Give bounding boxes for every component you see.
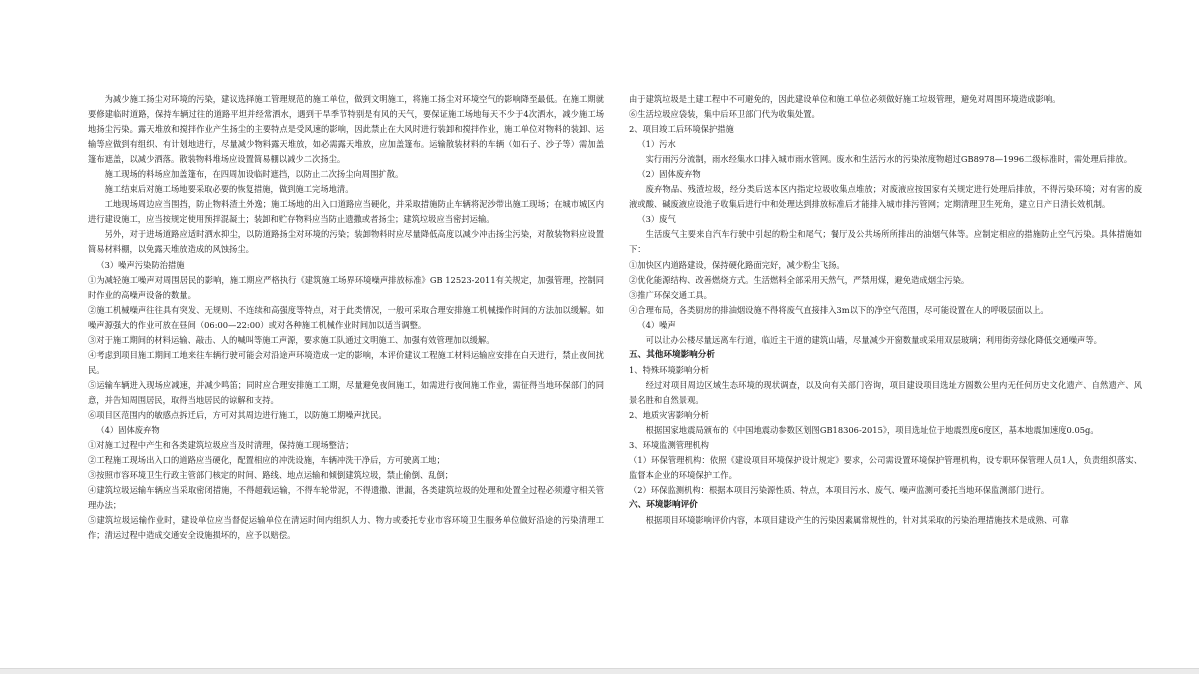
- right-text-column: [629, 92, 1142, 528]
- paragraph: 生活废气主要来自汽车行驶中引起的粉尘和尾气；餐厅及公共场所所排出的油烟气体等。应制定相应的措施防止空气污染。具体措施如下：: [629, 229, 1142, 255]
- paragraph: ②优化能源结构、改善燃烧方式。生活燃料全部采用天然气，严禁用煤，避免造成烟尘污染。: [629, 274, 970, 285]
- section-heading: 六、环境影响评价: [629, 500, 698, 511]
- paragraph: 施工结束后对施工场地要采取必要的恢复措施，做到施工完场地清。: [104, 184, 354, 195]
- paragraph: 3、环境监测管理机构: [629, 440, 709, 451]
- paragraph: （4）噪声: [637, 319, 676, 330]
- paragraph: 2、项目竣工后环境保护措施: [629, 124, 734, 135]
- paragraph: ①加快区内道路建设，保持硬化路面完好，减少粉尘飞扬。: [629, 259, 845, 270]
- paragraph: 为减少施工扬尘对环境的污染，建议选择施工管理规范的施工单位，做到文明施工，将施工扬尘对环境空气的影响降至最低。在施工期就要修建临时道路，保持车辆过往的道路平坦并经常洒水，遇到干旱季节特别是有风的天气，要保证施工场地每天不少于4次洒水，减少施工场地扬尘污染。露天堆放和搅拌作业产生扬尘的主要特点是受风速的影响，因此禁止在大风时进行装卸和搅拌作业，施工单位对物料的装卸、运输等应做到有组织、有计划地进行，尽量减少物料露天堆放，如必需露天堆放，应加盖篷布。运输散装材料的车辆（如石子、沙子等）需加盖篷布遮盖，以减少洒落。散装物料堆场应设置简易棚以减少二次扬尘。: [88, 94, 604, 165]
- paragraph: 施工现场的料场应加盖篷布，在四周加设临时遮挡，以防止二次扬尘向周围扩散。: [104, 169, 404, 180]
- paragraph: （1）污水: [637, 139, 676, 150]
- paragraph: ②工程施工现场出入口的道路应当硬化，配置相应的冲洗设施，车辆冲洗干净后，方可驶离工地；: [88, 455, 445, 466]
- paragraph: ⑤运输车辆进入现场应减速，并减少鸣笛；同时应合理安排施工工期，尽量避免夜间施工，如需进行夜间施工作业，需征得当地环保部门的同意，并告知周围居民，取得当地居民的谅解和支持。: [88, 379, 604, 405]
- paragraph: ③推广环保交通工具。: [629, 289, 712, 300]
- paragraph: （1）环保管理机构：依照《建设项目环境保护设计规定》要求，公司需设置环境保护管理机构，设专职环保管理人员1人，负责组织落实、监督本企业的环境保护工作。: [629, 455, 1142, 481]
- paragraph: ④建筑垃圾运输车辆应当采取密闭措施，不得超载运输，不得车轮带泥，不得遗撒、泄漏，各类建筑垃圾的处理和处置全过程必须遵守相关管理办法；: [88, 485, 604, 511]
- paragraph: 根据项目环境影响评价内容，本项目建设产生的污染因素属常规性的，针对其采取的污染治理措施技术是成熟、可靠: [645, 515, 1069, 526]
- paragraph: 2、地质灾害影响分析: [629, 409, 709, 420]
- paragraph: 废弃物品、残渣垃圾，经分类后送本区内指定垃圾收集点堆放；对废液应按国家有关规定进行处理后排放，不得污染环境；对有害的废液或酸、碱废液应设池子收集后进行中和处理达到排放标准后才能排入城市排污管网；定期清理卫生死角，建立日产日清长效机制。: [629, 184, 1142, 210]
- paragraph: 经过对项目周边区域生态环境的现状调查，以及向有关部门咨询，项目建设项目选址方圆数公里内无任何历史文化遗产、自然遗产、风景名胜和自然景观。: [629, 379, 1142, 405]
- paragraph: 实行雨污分流制，雨水经集水口排入城市雨水管网。废水和生活污水的污染浓度物超过GB8978—1996二级标准时，需处理后排放。: [645, 154, 1132, 165]
- paragraph: 可以让办公楼尽量远离车行道，临近主干道的建筑山墙，尽量减少开窗数量或采用双层玻璃；利用街旁绿化降低交通噪声等。: [645, 334, 1102, 345]
- paragraph: 根据国家地震局颁布的《中国地震动参数区划图GB18306-2015》，项目选址位于地震烈度6度区，基本地震加速度0.05g。: [645, 425, 1099, 436]
- paragraph: ①为减轻施工噪声对周围居民的影响，施工期应严格执行《建筑施工场界环境噪声排放标准》GB 12523-2011有关规定，加强管理，控制同时作业的高噪声设备的数量。: [88, 274, 604, 300]
- paragraph: （3）噪声污染防治措施: [96, 259, 185, 270]
- paragraph: （2）固体废弃物: [637, 169, 701, 180]
- left-text-column: [88, 92, 604, 543]
- section-heading: 五、其他环境影响分析: [629, 349, 715, 360]
- paragraph: ⑤建筑垃圾运输作业时，建设单位应当督促运输单位在清运时间内组织人力、物力或委托专业市容环境卫生服务单位做好沿途的污染清理工作；清运过程中造成交通安全设施损坏的，应予以赔偿。: [88, 515, 604, 541]
- paragraph: 1、特殊环境影响分析: [629, 364, 709, 375]
- paragraph: ③对于施工期间的材料运输、敲击、人的喊叫等施工声源，要求施工队通过文明施工、加强有效管理加以缓解。: [88, 334, 495, 345]
- paragraph: ④合理布局，各类厨房的排油烟设施不得将废气直接排入3m以下的净空气范围，尽可能设置在人的呼吸层面以上。: [629, 304, 1049, 315]
- paragraph: 另外，对于进场道路应适时洒水抑尘，以防道路扬尘对环境的污染；装卸物料时应尽量降低高度以减少冲击扬尘污染，对散装物料应设置简易材料棚，以免露天堆放造成的风蚀扬尘。: [88, 229, 604, 255]
- paragraph: ②施工机械噪声往往具有突发、无规则、不连续和高强度等特点，对于此类情况，一般可采取合理安排施工机械操作时间的方法加以缓解。如噪声源强大的作业可放在昼间（06:00—22:00）或对各种施工机械作业时间加以适当调整。: [88, 304, 604, 330]
- paragraph: 由于建筑垃圾是土建工程中不可避免的，因此建设单位和施工单位必须做好施工垃圾管理，避免对周围环境造成影响。: [629, 94, 1061, 104]
- paragraph: ④考虑到项目施工期间工地来往车辆行驶可能会对沿途声环境造成一定的影响，本评价建议工程施工材料运输应安排在白天进行，禁止夜间扰民。: [88, 349, 604, 375]
- paragraph: （3）废气: [637, 214, 676, 225]
- paragraph: ⑥项目区范围内的敏感点拆迁后，方可对其周边进行施工，以防施工期噪声扰民。: [88, 409, 387, 420]
- paragraph: （4）固体废弃物: [96, 425, 160, 436]
- paragraph: 工地现场周边应当围挡，防止物料渣土外逸；施工场地的出入口道路应当硬化，并采取措施防止车辆将泥沙带出施工现场；在城市城区内进行建设施工，应当按规定使用预拌混凝土；装卸和贮存物料应当防止遗撒或者扬尘；建筑垃圾应当密封运输。: [88, 199, 604, 225]
- paragraph: ⑥生活垃圾应袋装，集中后环卫部门代为收集处置。: [629, 109, 820, 120]
- paragraph: ③按照市容环境卫生行政主管部门核定的时间、路线、地点运输和倾倒建筑垃圾，禁止偷倒、乱倒；: [88, 470, 454, 481]
- paragraph: （2）环保监测机构：根据本项目污染源性质、特点，本项目污水、废气、噪声监测可委托当地环保监测部门进行。: [629, 485, 1050, 496]
- paragraph: ①对施工过程中产生和各类建筑垃圾应当及时清理，保持施工现场整洁；: [88, 440, 354, 451]
